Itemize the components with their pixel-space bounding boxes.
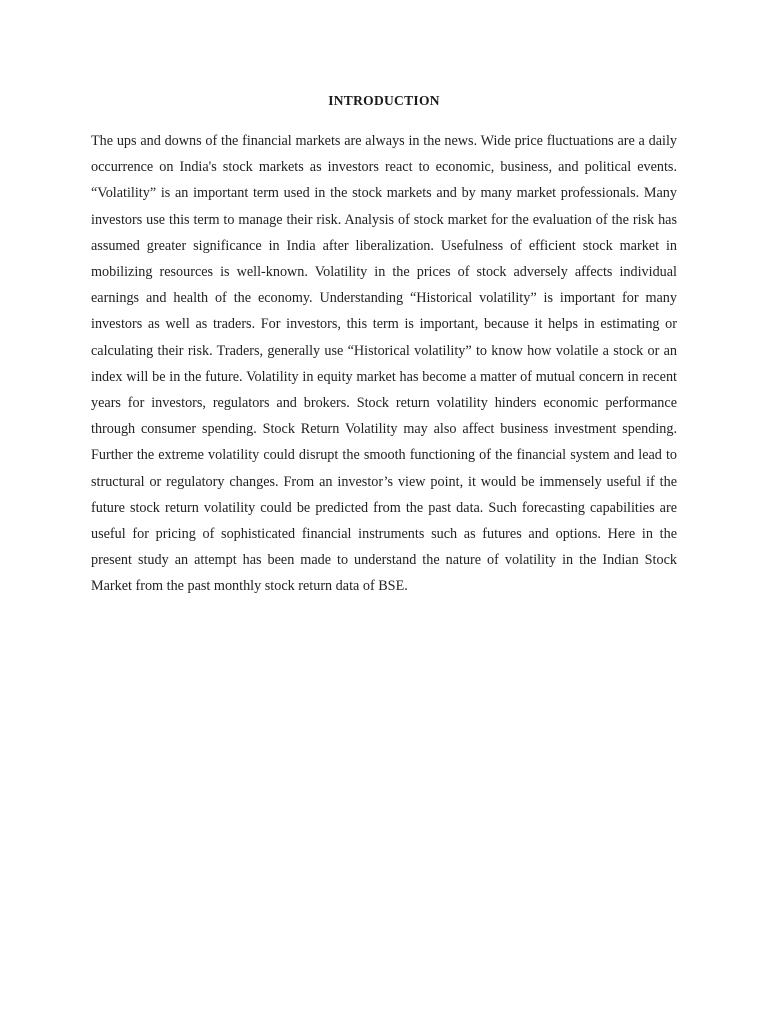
- intro-paragraph: The ups and downs of the financial markets are always in the news. Wide price fluctuations are a daily occurrence on India's stock markets as investors react to economic, business, and political events. “Volatility” is an important term used in the stock markets and by many market professionals. Many investors use this term to manage their risk. Analysis of stock market for the evaluation of the risk has assumed greater significance in India after liberalization. Usefulness of efficient stock market in mobilizing resources is well-known. Volatility in the prices of stock adversely affects individual earnings and health of the economy. Understanding “Historical volatility” is important for many investors as well as traders. For investors, this term is important, because it helps in estimating or calculating their risk. Traders, generally use “Historical volatility” to know how volatile a stock or an index will be in the future. Volatility in equity market has become a matter of mutual concern in recent years for investors, regulators and brokers. Stock return volatility hinders economic performance through consumer spending. Stock Return Volatility may also affect business investment spending. Further the extreme volatility could disrupt the smooth functioning of the financial system and lead to structural or regulatory changes. From an investor’s view point, it would be immensely useful if the future stock return volatility could be predicted from the past data. Such forecasting capabilities are useful for pricing of sophisticated financial instruments such as futures and options. Here in the present study an attempt has been made to understand the nature of volatility in the Indian Stock Market from the past monthly stock return data of BSE.: [91, 133, 677, 595]
- section-heading: INTRODUCTION: [328, 93, 440, 108]
